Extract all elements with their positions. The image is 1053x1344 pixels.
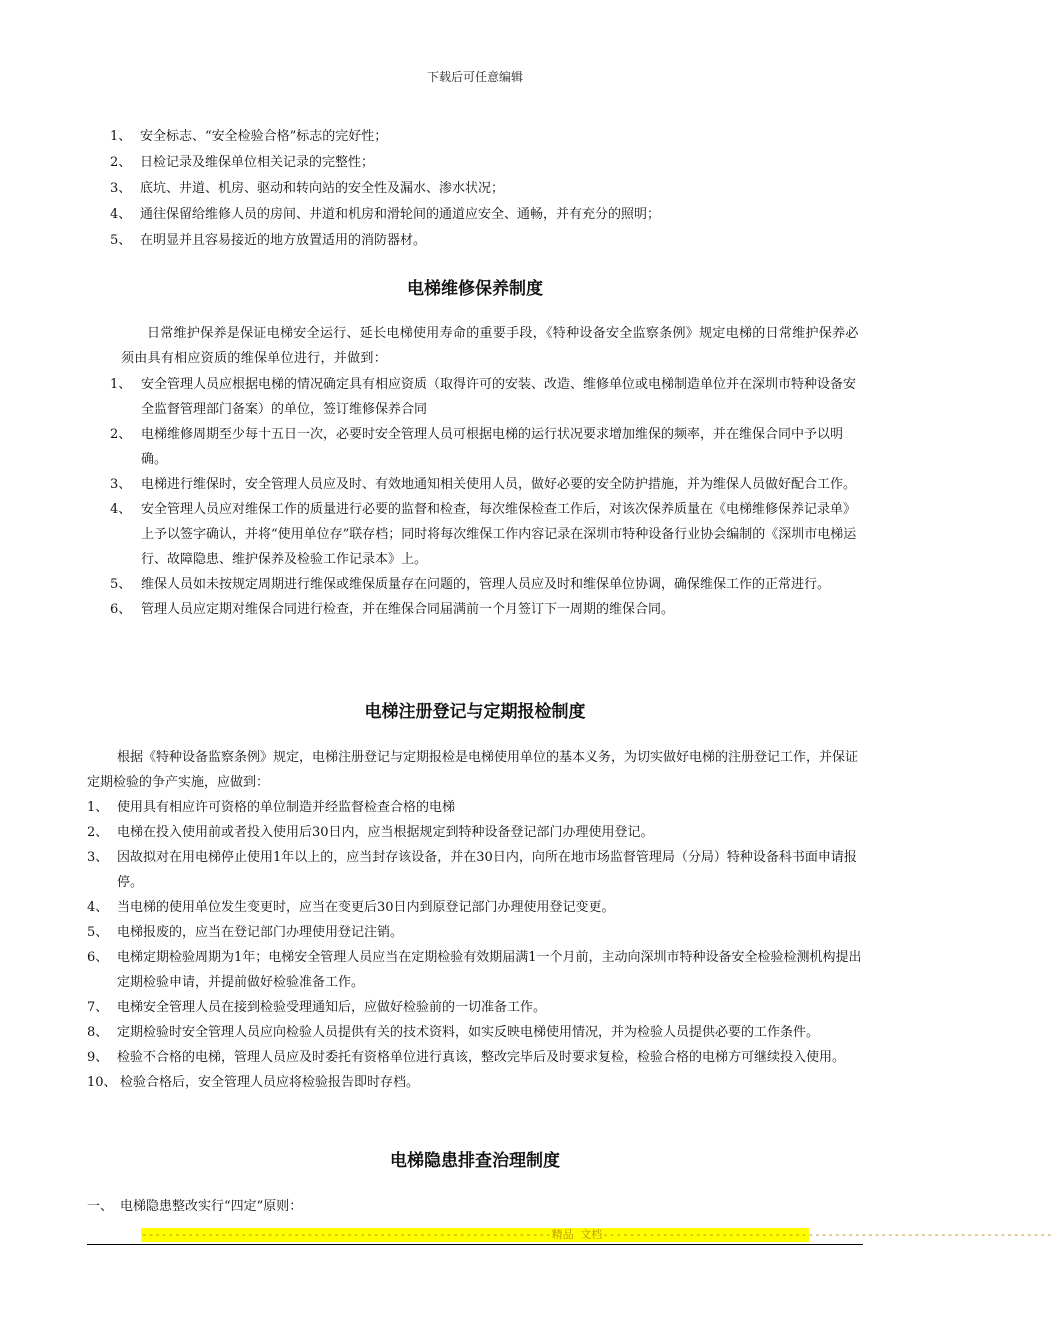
- item-text: 维保人员如未按规定周期进行维保或维保质量存在问题的，管理人员应及时和维保单位协调，确保维保工作的正常进行。: [141, 577, 831, 592]
- list-item: [110, 176, 863, 201]
- section-intro-maintenance: 日常维护保养是保证电梯安全运行、延长电梯使用寿命的重要手段，《特种设备安全监察条例》规定电梯的日常维护保养必须由具有相应资质的维保单位进行，并做到：: [121, 326, 859, 366]
- list-item: [87, 820, 864, 845]
- item-text: 电梯进行维保时，安全管理人员应及时、有效地通知相关使用人员，做好必要的安全防护措施，并为维保人员做好配合工作。: [141, 477, 857, 492]
- list-item: [110, 422, 863, 472]
- item-text: 日检记录及维保单位相关记录的完整性；: [140, 155, 375, 170]
- section-intro-registration: 根据《特种设备监察条例》规定，电梯注册登记与定期报检是电梯使用单位的基本义务，为切实做好电梯的注册登记工作，并保证定期检验的争产实施，应做到：: [87, 750, 859, 790]
- item-text: 检验不合格的电梯，管理人员应及时委托有资格单位进行真该，整改完毕后及时要求复检，检验合格的电梯方可继续投入使用。: [117, 1050, 846, 1065]
- item-text: 定期检验时安全管理人员应向检验人员提供有关的技术资料，如实反映电梯使用情况，并为检验人员提供必要的工作条件。: [117, 1025, 820, 1040]
- list-item: [110, 597, 863, 622]
- list-item: [110, 124, 863, 149]
- section-title-hazard: 电梯隐患排查治理制度: [390, 1151, 560, 1171]
- item-number: 5、: [110, 577, 132, 592]
- list-item: [110, 472, 863, 497]
- item-number: 7、: [87, 1000, 109, 1015]
- footer-divider: [87, 1244, 863, 1245]
- registration-list: [87, 795, 864, 1095]
- list-item: [110, 372, 863, 422]
- item-number: 5、: [110, 233, 132, 248]
- item-number: 3、: [87, 850, 109, 865]
- item-number: 2、: [110, 427, 132, 442]
- item-text: 通往保留给维修人员的房间、井道和机房和滑轮间的通道应安全、通畅，并有充分的照明；: [140, 207, 661, 222]
- item-number: 2、: [87, 825, 109, 840]
- item-text: 安全标志、“安全检验合格”标志的完好性；: [140, 129, 388, 144]
- item-text: 安全管理人员应根据电梯的情况确定具有相应资质（取得许可的安装、改造、维修单位或电梯制造单位并在深圳市特种设备安全监督管理部门备案）的单位，签订维修保养合同: [141, 377, 857, 417]
- item-number: 4、: [110, 207, 132, 222]
- item-number: 1、: [110, 377, 132, 392]
- item-text: 电梯维修周期至少每十五日一次，必要时安全管理人员可根据电梯的运行状况要求增加维保的频率，并在维保合同中予以明确。: [141, 427, 844, 467]
- hazard-list: [87, 1194, 864, 1219]
- section-title-registration: 电梯注册登记与定期报检制度: [364, 702, 586, 722]
- item-number: 一、: [87, 1199, 114, 1214]
- item-text: 电梯在投入使用前或者投入使用后30日内，应当根据规定到特种设备登记部门办理使用登记。: [117, 825, 654, 840]
- list-item: [110, 202, 863, 227]
- list-item: [110, 497, 863, 572]
- item-text: 安全管理人员应对维保工作的质量进行必要的监督和检查，每次维保检查工作后，对该次保养质量在《电梯维修保养记录单》上予以签字确认，并将“使用单位存”联存档；同时将每次维保工作内容记录在深圳市特种设备行业协会编制的《深圳市电梯运行、故障隐患、维护保养及检验工作记录本》上。: [141, 502, 857, 567]
- item-number: 8、: [87, 1025, 109, 1040]
- item-number: 1、: [87, 800, 109, 815]
- item-text: 管理人员应定期对维保合同进行检查，并在维保合同届满前一个月签订下一周期的维保合同。: [141, 602, 675, 617]
- footer-watermark-band: --------------------------------------------------------------精品 文档--------------------------------------------------------------------: [141, 1228, 1053, 1241]
- item-number: 5、: [87, 925, 109, 940]
- list-item: [87, 995, 864, 1020]
- item-number: 4、: [110, 502, 132, 517]
- list-item: [110, 572, 863, 597]
- list-item: [87, 945, 864, 995]
- header-note: 下载后可任意编辑: [426, 70, 523, 84]
- item-text: 因故拟对在用电梯停止使用1年以上的，应当封存该设备，并在30日内，向所在地市场监督管理局（分局）特种设备科书面申请报停。: [117, 850, 857, 890]
- list-item: [87, 1020, 864, 1045]
- list-item: [87, 1045, 864, 1070]
- item-text: 电梯报废的，应当在登记部门办理使用登记注销。: [117, 925, 404, 940]
- list-item: [87, 845, 864, 895]
- list-item: [87, 920, 864, 945]
- item-number: 9、: [87, 1050, 109, 1065]
- maintenance-list: [110, 372, 863, 622]
- item-number: 4、: [87, 900, 109, 915]
- list-item: [110, 150, 863, 175]
- inspection-list: [110, 124, 863, 253]
- item-text: 底坑、井道、机房、驱动和转向站的安全性及漏水、渗水状况；: [140, 181, 505, 196]
- item-number: 10、: [87, 1075, 117, 1090]
- list-item: [87, 895, 864, 920]
- item-number: 2、: [110, 155, 132, 170]
- item-number: 3、: [110, 477, 132, 492]
- item-text: 电梯安全管理人员在接到检验受理通知后，应做好检验前的一切准备工作。: [117, 1000, 547, 1015]
- item-text: 在明显并且容易接近的地方放置适用的消防器材。: [140, 233, 427, 248]
- item-number: 1、: [110, 129, 132, 144]
- list-item: [87, 795, 864, 820]
- item-text: 使用具有相应许可资格的单位制造并经监督检查合格的电梯: [117, 800, 456, 815]
- section-title-maintenance: 电梯维修保养制度: [407, 279, 543, 299]
- item-number: 3、: [110, 181, 132, 196]
- list-item: [87, 1194, 864, 1219]
- list-item: [87, 1070, 864, 1095]
- item-text: 当电梯的使用单位发生变更时，应当在变更后30日内到原登记部门办理使用登记变更。: [117, 900, 615, 915]
- item-number: 6、: [110, 602, 132, 617]
- item-text: 检验合格后，安全管理人员应将检验报告即时存档。: [120, 1075, 420, 1090]
- list-item: [110, 228, 863, 253]
- item-number: 6、: [87, 950, 109, 965]
- item-text: 电梯定期检验周期为1年；电梯安全管理人员应当在定期检验有效期届满1一个月前，主动向深圳市特种设备安全检验检测机构提出定期检验申请，并提前做好检验准备工作。: [117, 950, 862, 990]
- item-text: 电梯隐患整改实行“四定”原则：: [120, 1199, 303, 1214]
